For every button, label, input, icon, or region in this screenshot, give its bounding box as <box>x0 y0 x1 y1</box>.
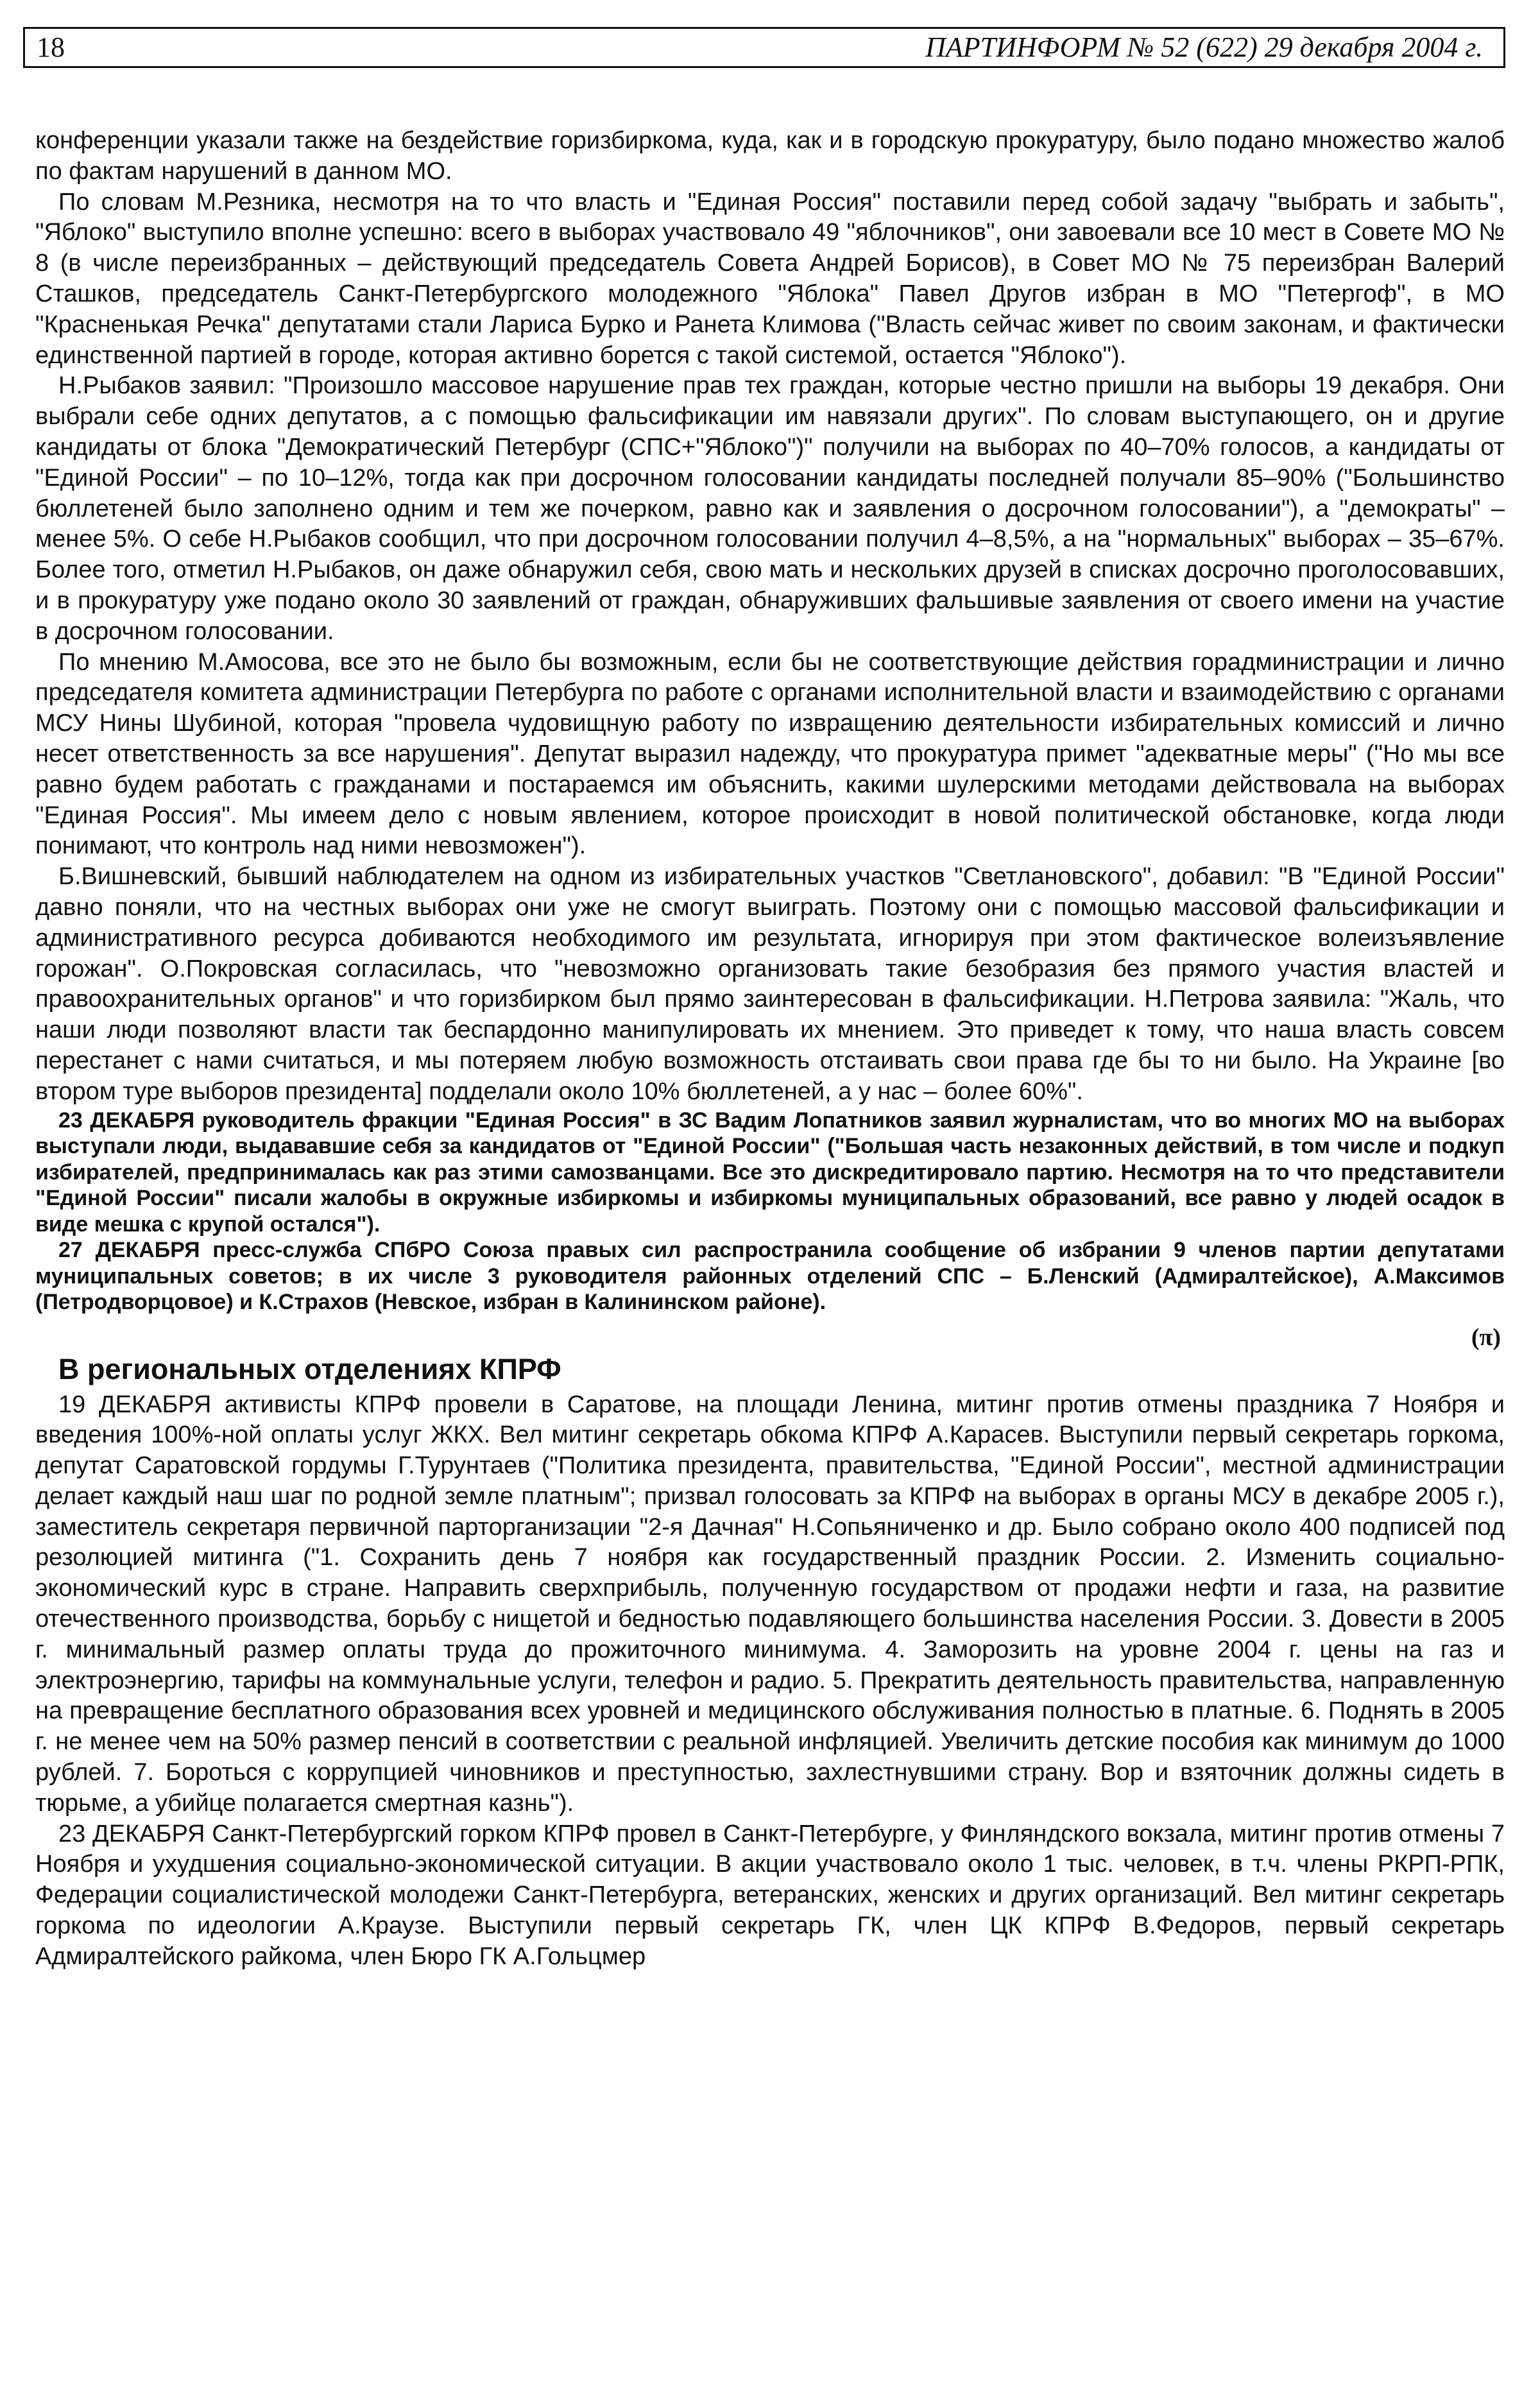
paragraph-reznik: По словам М.Резника, несмотря на то что власть и "Единая Россия" поставили перед собой задачу "выбрать и забыть", "Яблоко" выступило вполне успешно: всего в выборах участвовало 49 "яблочников", они завоевали все 10 мест в Совете МО № 8 (в числе переизбранных – действующий председатель Совета Андрей Борисов), в Совет МО № 75 переизбран Валерий Сташков, председатель Санкт-Петербургского молодежного "Яблока" Павел Другов избран в МО "Петергоф", в МО "Красненькая Речка" депутатами стали Лариса Бурко и Ранета Климова ("Власть сейчас живет по своим законам, и фактически единственной партией в городе, которая активно борется с такой системой, остается "Яблоко"). <box>35 188 1505 369</box>
news-item-dec-27: 27 ДЕКАБРЯ пресс-служба СПбРО Союза правых сил распространила сообщение об избрании 9 членов партии депутатами муниципальных советов; в их числе 3 руководителя районных отделений СПС – Б.Ленский (Адмиралтейское), А.Максимов (Петродворцовое) и К.Страхов (Невское, избран в Калининском районе). <box>35 1238 1505 1314</box>
author-signature: (π) <box>1471 1323 1501 1351</box>
article-body <box>35 126 1505 1973</box>
paragraph-saratov: 19 ДЕКАБРЯ активисты КПРФ провели в Саратове, на площади Ленина, митинг против отмены праздника 7 Ноября и введения 100%-ной оплаты услуг ЖКХ. Вел митинг секретарь обкома КПРФ А.Карасев. Выступили первый секретарь горкома, депутат Саратовской гордумы Г.Турунтаев ("Политика президента, правительства, "Единой России", местной администрации делает каждый наш шаг по родной земле платным"; призвал голосовать за КПРФ на выборах в органы МСУ в декабре 2005 г.), заместитель секретаря первичной парторганизации "2-я Дачная" Н.Сопьяниченко и др. Было собрано около 400 подписей под резолюцией митинга ("1. Сохранить день 7 ноября как государственный праздник России. 2. Изменить социально-экономический курс в стране. Направить сверхприбыль, полученную государством от продажи нефти и газа, на развитие отечественного производства, борьбу с нищетой и бедностью подавляющего большинства населения России. 3. Довести в 2005 г. минимальный размер оплаты труда до прожиточного минимума. 4. Заморозить на уровне 2004 г. цены на газ и электроэнергию, тарифы на коммунальные услуги, телефон и радио. 5. Прекратить деятельность правительства, направленную на превращение бесплатного образования всех уровней и медицинского обслуживания полностью в платные. 6. Поднять в 2005 г. не менее чем на 50% размер пенсий в соответствии с реальной инфляцией. Увеличить детские пособия как минимум до 1000 рублей. 7. Бороться с коррупцией чиновников и преступностью, захлестнувшими страну. Вор и взяточник должны сидеть в тюрьме, а убийце полагается смертная казнь"). <box>35 1391 1505 1817</box>
section-heading: В региональных отделениях КПРФ <box>58 1352 561 1385</box>
issue-title: ПАРТИНФОРМ № 52 (622) 29 декабря 2004 г. <box>925 31 1483 63</box>
paragraph-continuation: конференции указали также на бездействие горизбиркома, куда, как и в городскую прокуратуру, было подано множество жалоб по фактам нарушений в данном МО. <box>35 127 1505 185</box>
page-number: 18 <box>37 31 65 63</box>
paragraph-vishnevsky: Б.Вишневский, бывший наблюдателем на одном из избирательных участков "Светлановского", добавил: "В "Единой России" давно поняли, что на честных выборах они уже не смогут выиграть. Поэтому они с помощью массовой фальсификации и административного ресурса добиваются необходимого им результата, игнорируя при этом фактическое волеизъявление горожан". О.Покровская согласилась, что "невозможно организовать такие безобразия без прямого участия властей и правоохранительных органов" и что горизбирком был прямо заинтересован в фальсификации. Н.Петрова заявила: "Жаль, что наши люди позволяют власти так беспардонно манипулировать их мнением. Это приведет к тому, что наша власть совсем перестанет с нами считаться, и мы потеряем любую возможность отстаивать свои права где бы то ни было. На Украине [во втором туре выборов президента] подделали около 10% бюллетеней, а у нас – более 60%". <box>35 863 1505 1105</box>
paragraph-rybakov: Н.Рыбаков заявил: "Произошло массовое нарушение прав тех граждан, которые честно пришли на выборы 19 декабря. Они выбрали себе одних депутатов, а с помощью фальсификации им навязали других". По словам выступающего, он и другие кандидаты от блока "Демократический Петербург (СПС+"Яблоко")" получили на выборах по 40–70% голосов, а кандидаты от "Единой России" – по 10–12%, тогда как при досрочном голосовании кандидаты последней получали 85–90% ("Большинство бюллетеней было заполнено одним и тем же почерком, равно как и заявления о досрочном голосовании"), а "демократы" – менее 5%. О себе Н.Рыбаков сообщил, что при досрочном голосовании получил 4–8,5%, а на "нормальных" выборах – 35–67%. Более того, отметил Н.Рыбаков, он даже обнаружил себя, свою мать и нескольких друзей в списках досрочно проголосовавших, и в прокуратуру уже подано около 30 заявлений от граждан, обнаруживших фальшивые заявления от своего имени на участие в досрочном голосовании. <box>35 372 1505 645</box>
news-item-dec-23: 23 ДЕКАБРЯ руководитель фракции "Единая Россия" в ЗС Вадим Лопатников заявил журналистам, что во многих МО на выборах выступали люди, выдававшие себя за кандидатов от "Единой России" ("Большая часть незаконных действий, в том числе и подкуп избирателей, предпринималась как раз этими самозванцами. Все это дискредитировало партию. Несмотря на то что представители "Единой России" писали жалобы в окружные избиркомы и избиркомы муниципальных образований, все равно у людей осадок в виде мешка с крупой остался"). <box>35 1108 1505 1237</box>
paragraph-amosov: По мнению М.Амосова, все это не было бы возможным, если бы не соответствующие действия горадминистрации и лично председателя комитета администрации Петербурга по работе с органами исполнительной власти и взаимодействию с органами МСУ Нины Шубиной, которая "провела чудовищную работу по извращению деятельности избирательных комиссий и лично несет ответственность за все нарушения". Депутат выразил надежду, что прокуратура примет "адекватные меры" ("Но мы все равно будем работать с гражданами и постараемся им объяснить, какими шулерскими методами действовала на выборах "Единая Россия". Мы имеем дело с новым явлением, которое происходит в новой политической обстановке, когда люди понимают, что контроль над ними невозможен"). <box>35 648 1505 860</box>
page-header <box>23 27 1505 68</box>
paragraph-spb-rally: 23 ДЕКАБРЯ Санкт-Петербургский горком КПРФ провел в Санкт-Петербурге, у Финляндского вокзала, митинг против отмены 7 Ноября и ухудшения социально-экономической ситуации. В акции участвовало около 1 тыс. человек, в т.ч. члены РКРП-РПК, Федерации социалистической молодежи Санкт-Петербурга, ветеранских, женских и других организаций. Вел митинг секретарь горкома по идеологии А.Краузе. Выступили первый секретарь ГК, член ЦК КПРФ В.Федоров, первый секретарь Адмиралтейского райкома, член Бюро ГК А.Гольцмер <box>35 1820 1505 1970</box>
